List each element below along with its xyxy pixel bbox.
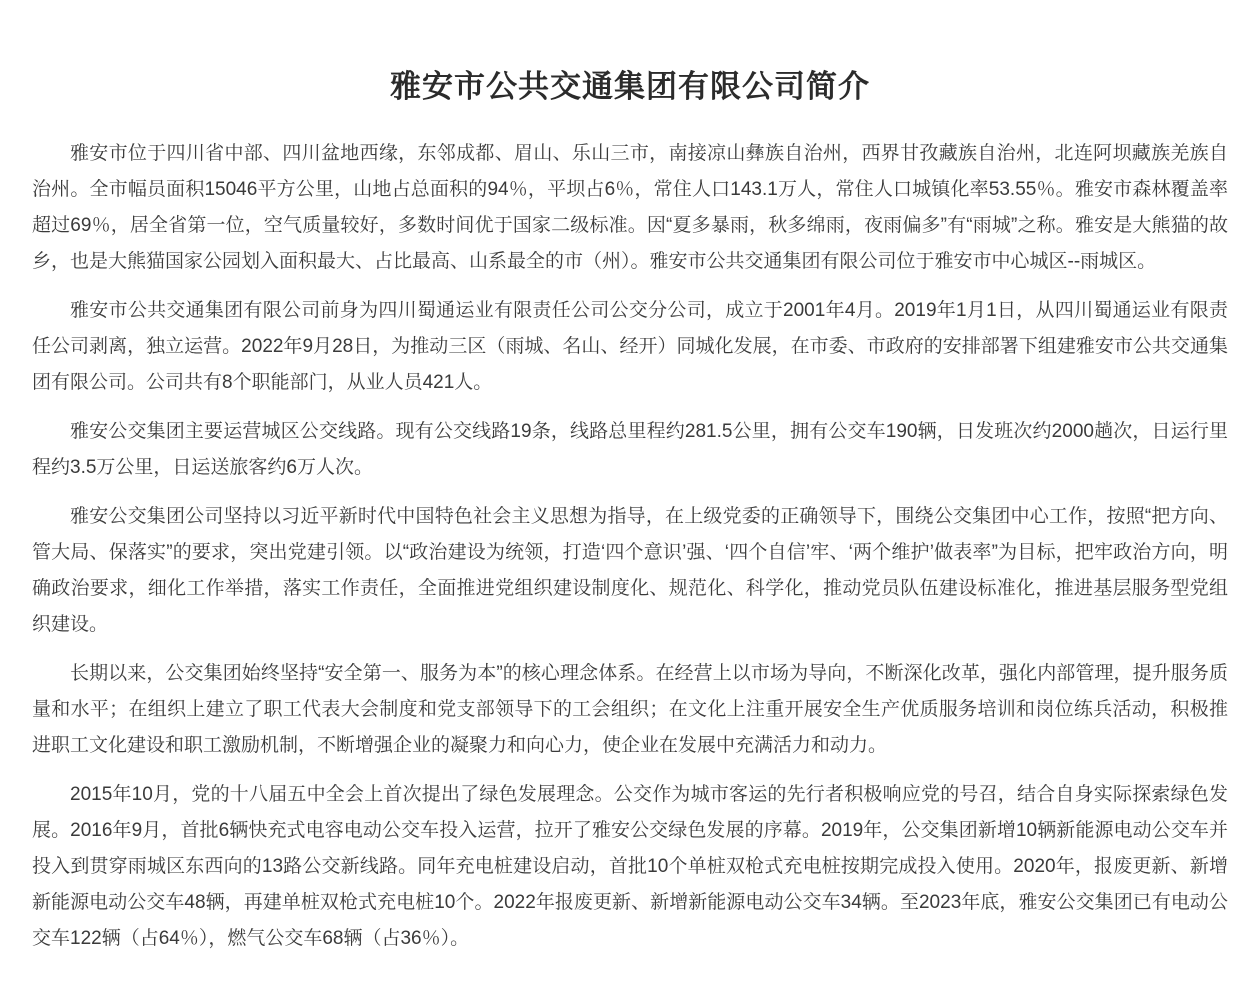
document-title: 雅安市公共交通集团有限公司简介: [390, 69, 870, 104]
paragraph-party-building: 雅安公交集团公司坚持以习近平新时代中国特色社会主义思想为指导，在上级党委的正确领导下，围绕公交集团中心工作，按照“把方向、管大局、保落实”的要求，突出党建引领。以“政治建设为统领，打造‘四个意识’强、‘四个自信’牢、‘两个维护’做表率”为目标，把牢政治方向，明确政治要求，细化工作举措，落实工作责任，全面推进党组织建设制度化、规范化、科学化，推动党员队伍建设标准化，推进基层服务型党组织建设。: [32, 506, 1228, 635]
paragraph-core-values: 长期以来，公交集团始终坚持“安全第一、服务为本”的核心理念体系。在经营上以市场为导向，不断深化改革，强化内部管理，提升服务质量和水平；在组织上建立了职工代表大会制度和党支部领导下的工会组织；在文化上注重开展安全生产优质服务培训和岗位练兵活动，积极推进职工文化建设和职工激励机制，不断增强企业的凝聚力和向心力，使企业在发展中充满活力和动力。: [32, 663, 1228, 756]
paragraph-overview: 雅安市位于四川省中部、四川盆地西缘，东邻成都、眉山、乐山三市，南接凉山彝族自治州，西界甘孜藏族自治州，北连阿坝藏族羌族自治州。全市幅员面积15046平方公里，山地占总面积的94％，平坝占6％，常住人口143.1万人，常住人口城镇化率53.55％。雅安市森林覆盖率超过69％，居全省第一位，空气质量较好，多数时间优于国家二级标准。因“夏多暴雨，秋多绵雨，夜雨偏多”有“雨城”之称。雅安是大熊猫的故乡，也是大熊猫国家公园划入面积最大、占比最高、山系最全的市（州）。雅安市公共交通集团有限公司位于雅安市中心城区--雨城区。: [32, 143, 1228, 272]
paragraph-operations: 雅安公交集团主要运营城区公交线路。现有公交线路19条，线路总里程约281.5公里，拥有公交车190辆，日发班次约2000趟次，日运行里程约3.5万公里，日运送旅客约6万人次。: [32, 421, 1228, 478]
document-body: [32, 136, 1228, 957]
paragraph-history: 雅安市公共交通集团有限公司前身为四川蜀通运业有限责任公司公交分公司，成立于2001年4月。2019年1月1日，从四川蜀通运业有限责任公司剥离，独立运营。2022年9月28日，为推动三区（雨城、名山、经开）同城化发展，在市委、市政府的安排部署下组建雅安市公共交通集团有限公司。公司共有8个职能部门，从业人员421人。: [32, 300, 1228, 393]
paragraph-green-development: 2015年10月，党的十八届五中全会上首次提出了绿色发展理念。公交作为城市客运的先行者积极响应党的号召，结合自身实际探索绿色发展。2016年9月，首批6辆快充式电容电动公交车投入运营，拉开了雅安公交绿色发展的序幕。2019年，公交集团新增10辆新能源电动公交车并投入到贯穿雨城区东西向的13路公交新线路。同年充电桩建设启动，首批10个单桩双枪式充电桩按期完成投入使用。2020年，报废更新、新增新能源电动公交车48辆，再建单桩双枪式充电桩10个。2022年报废更新、新增新能源电动公交车34辆。至2023年底，雅安公交集团已有电动公交车122辆（占64％），燃气公交车68辆（占36％）。: [32, 784, 1228, 949]
